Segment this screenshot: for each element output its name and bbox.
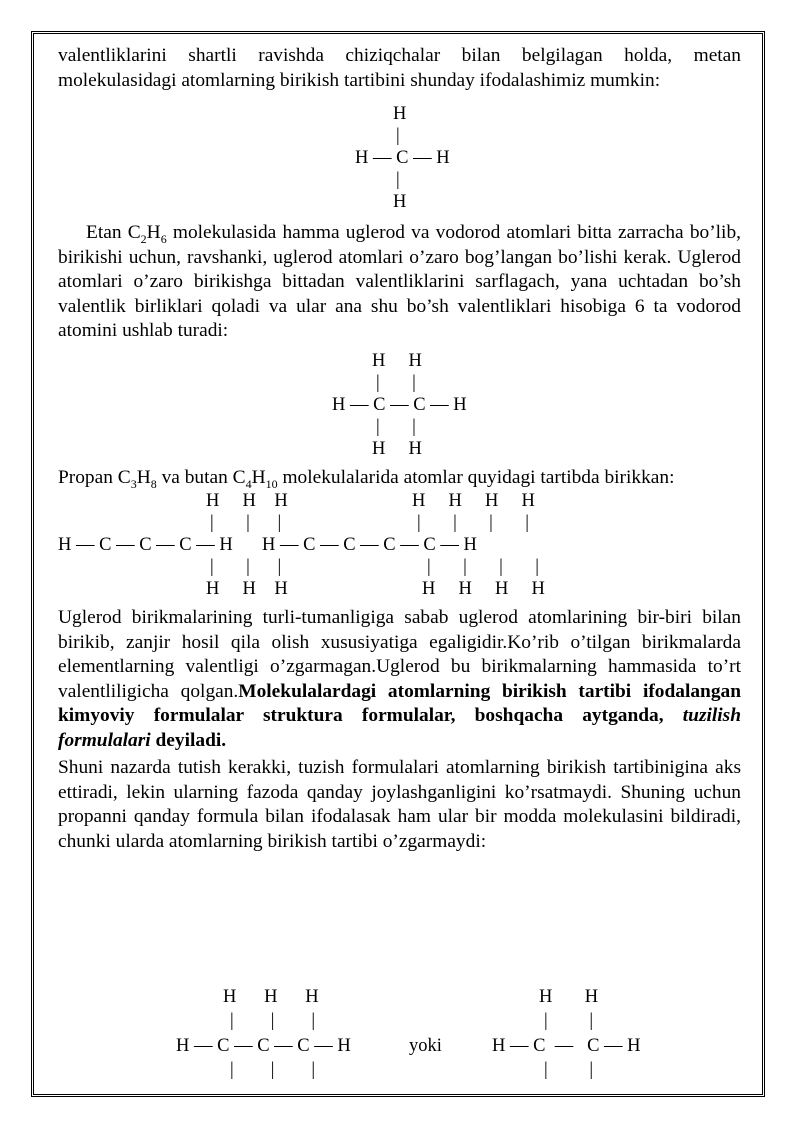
page-border (31, 31, 765, 1097)
formula-row-top: H H H (223, 987, 319, 1007)
formula-row-middle: H — C — H (355, 148, 450, 168)
formula-row-top: H H H H (412, 491, 535, 511)
paragraph-intro: valentliklarini shartli ravishda chiziqchalar bilan belgilagan holda, metan molekulasidagi atomlarning birikish tartibini shunday ifodalashimiz mumkin: (58, 45, 741, 91)
formula-row-bottom: H H H H (422, 579, 545, 599)
connector-label: yoki (409, 1036, 442, 1056)
formula-bond-bottom: | (396, 170, 400, 190)
formula-row-bottom: H H H (206, 579, 288, 599)
formula-row-bottom: H (393, 192, 407, 212)
paragraph-definition: Uglerod birikmalarining turli-tumanligiga sabab uglerod atomlarining bir-biri bilan birikib, zanjir hosil qila olish xususiyatiga egaligidir.Ko’rib o’tilgan birikmalarda elementlarning valentligi o’zgarmagan.Uglerod bu birikmalarning hammasida to’rt valentliligicha qolgan.Molekulalardagi atomlarning birikish tartibi ifodalangan kimyoviy formulalar struktura formulalar, boshqacha aytganda, tuzilish formulalari deyiladi. (58, 607, 741, 751)
formula-bond-bottom: | | | | (427, 557, 539, 577)
formula-bond-top: | | (376, 373, 416, 393)
formula-row-middle: H — C — C — C — C — H (262, 535, 477, 555)
formula-row-middle: H — C — C — H (492, 1036, 641, 1056)
paragraph-structure-note: Shuni nazarda tutish kerakki, tuzish formulalari atomlarning birikish tartibinigina aks ettiradi, lekin ularning fazoda qanday joylashganligini ko’rsatmaydi. Shuning uchun propanni qanday formula bilan ifodalasak ham ular bir modda molekulasini bildiradi, chunki ularda atomlarning birikish tartibi o’zgarmaydi: (58, 757, 741, 852)
formula-bond-bottom: | | (376, 417, 416, 437)
formula-row-middle: H — C — C — H (332, 395, 467, 415)
formula-row-bottom: H H (372, 439, 422, 459)
formula-row-top: H H (539, 987, 599, 1007)
formula-row-top: H H (372, 351, 422, 371)
paragraph-propane-butane: Propan $C_3H_8$ va butan $C_4H_{10}$ molekulalarida atomlar quyidagi tartibda birikkan: (58, 467, 675, 491)
formula-bond-bottom: | | | (210, 557, 282, 577)
formula-bond-bottom: | | | (230, 1060, 316, 1080)
formula-row-middle: H — C — C — C — H (176, 1036, 351, 1056)
formula-row-middle: H — C — C — C — H (58, 535, 233, 555)
paragraph-ethane: Etan $C_2H_6$ molekulasida hamma uglerod va vodorod atomlari bitta zarracha bo’lib, birikishi uchun, ravshanki, uglerod atomlari o’zaro bog’langan bo’lishi kerak. Uglerod atomlari o’zaro birikishga bittadan valentliklarini sarflagach, yana uchtadan bo’sh valentlik birliklari qoladi va ular ana shu bo’sh valentliklari hisobiga 6 ta vodorod atomini ushlab turadi: (58, 222, 741, 341)
formula-bond-bottom: | | (544, 1060, 594, 1080)
formula-bond-top: | (396, 126, 400, 146)
formula-bond-top: | | (544, 1011, 594, 1031)
formula-row-top: H (393, 104, 407, 124)
formula-bond-top: | | | | (417, 513, 529, 533)
formula-bond-top: | | | (230, 1011, 316, 1031)
formula-row-top: H H H (206, 491, 288, 511)
formula-bond-top: | | | (210, 513, 282, 533)
